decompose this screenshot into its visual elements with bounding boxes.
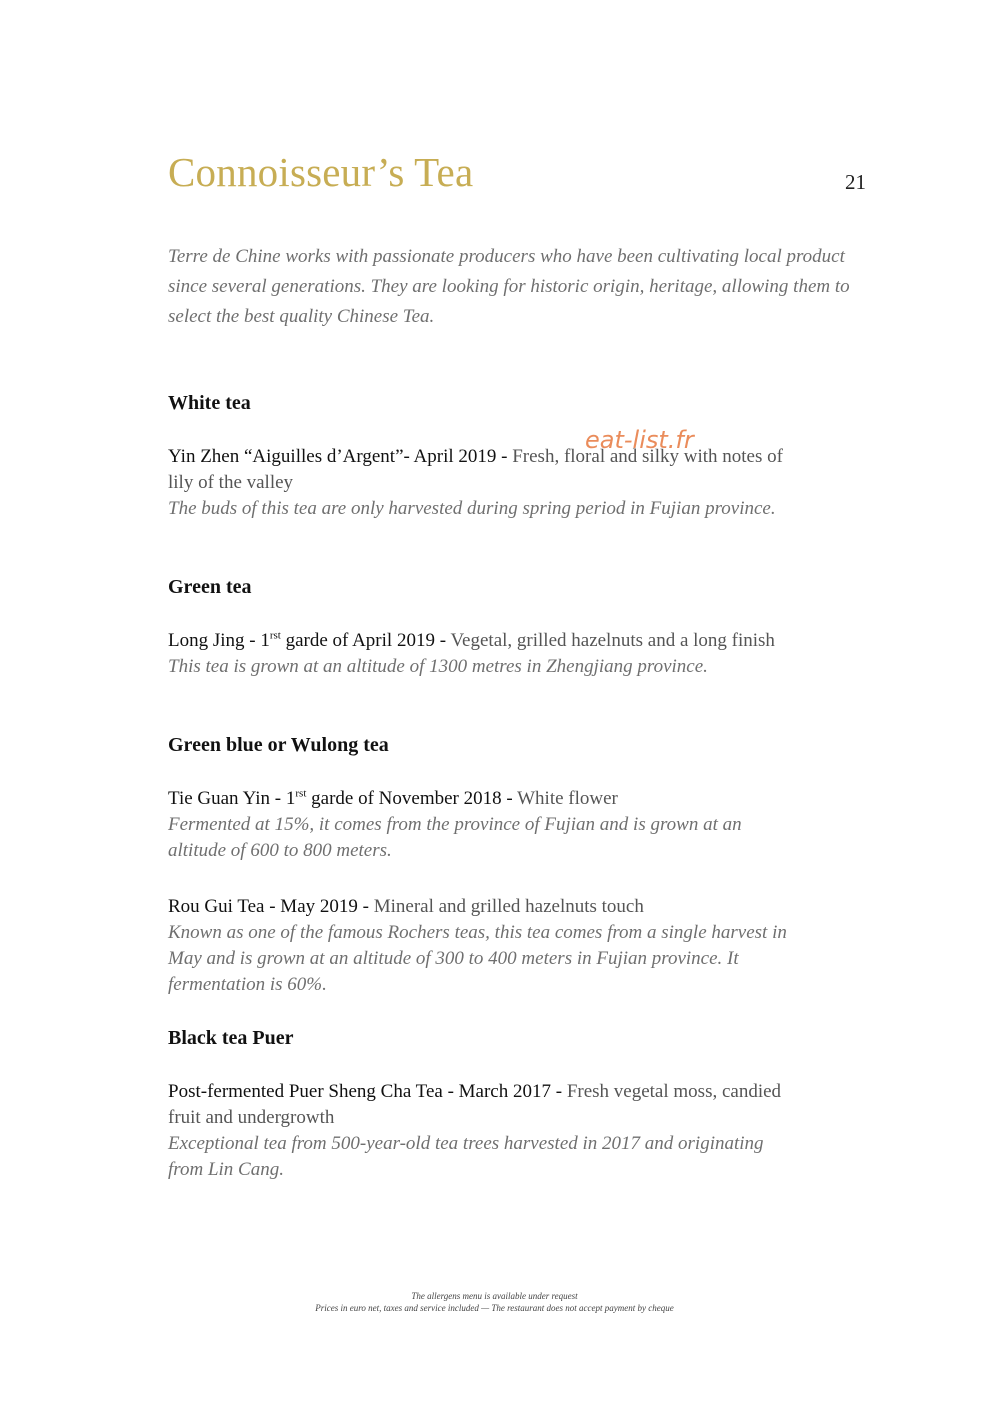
item-description: White flower (517, 788, 618, 809)
item-description: Mineral and grilled hazelnuts touch (373, 896, 644, 917)
section-heading-green-tea: Green tea (168, 576, 252, 598)
item-name: Tie Guan Yin - $1^{rst}$ garde of November 2018 - (168, 787, 513, 809)
section-heading-white-tea: White tea (168, 392, 251, 414)
item-note: The buds of this tea are only harvested during spring period in Fujian province. (168, 498, 776, 519)
item-description: Vegetal, grilled hazelnuts and a long finish (450, 630, 775, 651)
item-note: This tea is grown at an altitude of 1300 metres in Zhengjiang province. (168, 656, 708, 677)
item-name: Yin Zhen “Aiguilles d’Argent”- April 2019 - (168, 446, 508, 467)
menu-item-long-jing (168, 628, 788, 680)
item-note: Known as one of the famous Rochers teas, this tea comes from a single harvest in May and is grown at an altitude of 300 to 400 meters in Fujian province. It fermentation is 60%. (168, 922, 787, 995)
item-description: Fresh vegetal moss, candied fruit and undergrowth (168, 1081, 782, 1128)
intro-text: Terre de Chine works with passionate producers who have been cultivating local product since several generations. They are looking for historic origin, heritage, allowing them to select the best quality Chinese Tea. (168, 246, 850, 327)
item-name: Post-fermented Puer Sheng Cha Tea - March 2017 - (168, 1081, 563, 1102)
item-description: Fresh, floral and silky with notes of lily of the valley (168, 446, 783, 493)
menu-item-puer-sheng-cha (168, 1079, 788, 1183)
item-name: Rou Gui Tea - May 2019 - (168, 896, 369, 917)
section-heading-black-tea-puer: Black tea Puer (168, 1027, 294, 1049)
item-note: Exceptional tea from 500-year-old tea trees harvested in 2017 and originating from Lin Cang. (168, 1133, 764, 1180)
footer-allergens-note: The allergens menu is available under request (411, 1291, 578, 1301)
item-note: Fermented at 15%, it comes from the province of Fujian and is grown at an altitude of 600 to 800 meters. (168, 814, 742, 861)
page-number: 21 (845, 170, 866, 194)
section-heading-wulong-tea: Green blue or Wulong tea (168, 734, 389, 756)
menu-item-tie-guan-yin (168, 786, 788, 864)
watermark-logo: eat-list.fr (585, 426, 694, 454)
menu-item-rou-gui (168, 894, 788, 998)
item-name: Long Jing - $1^{rst}$ garde of April 2019 - (168, 629, 447, 651)
footer-prices-note: Prices in euro net, taxes and service included — The restaurant does not accept payment by cheque (315, 1303, 674, 1313)
menu-item-yin-zhen (168, 444, 788, 522)
page-title: Connoisseur’s Tea (168, 149, 474, 195)
footer (0, 1290, 989, 1314)
